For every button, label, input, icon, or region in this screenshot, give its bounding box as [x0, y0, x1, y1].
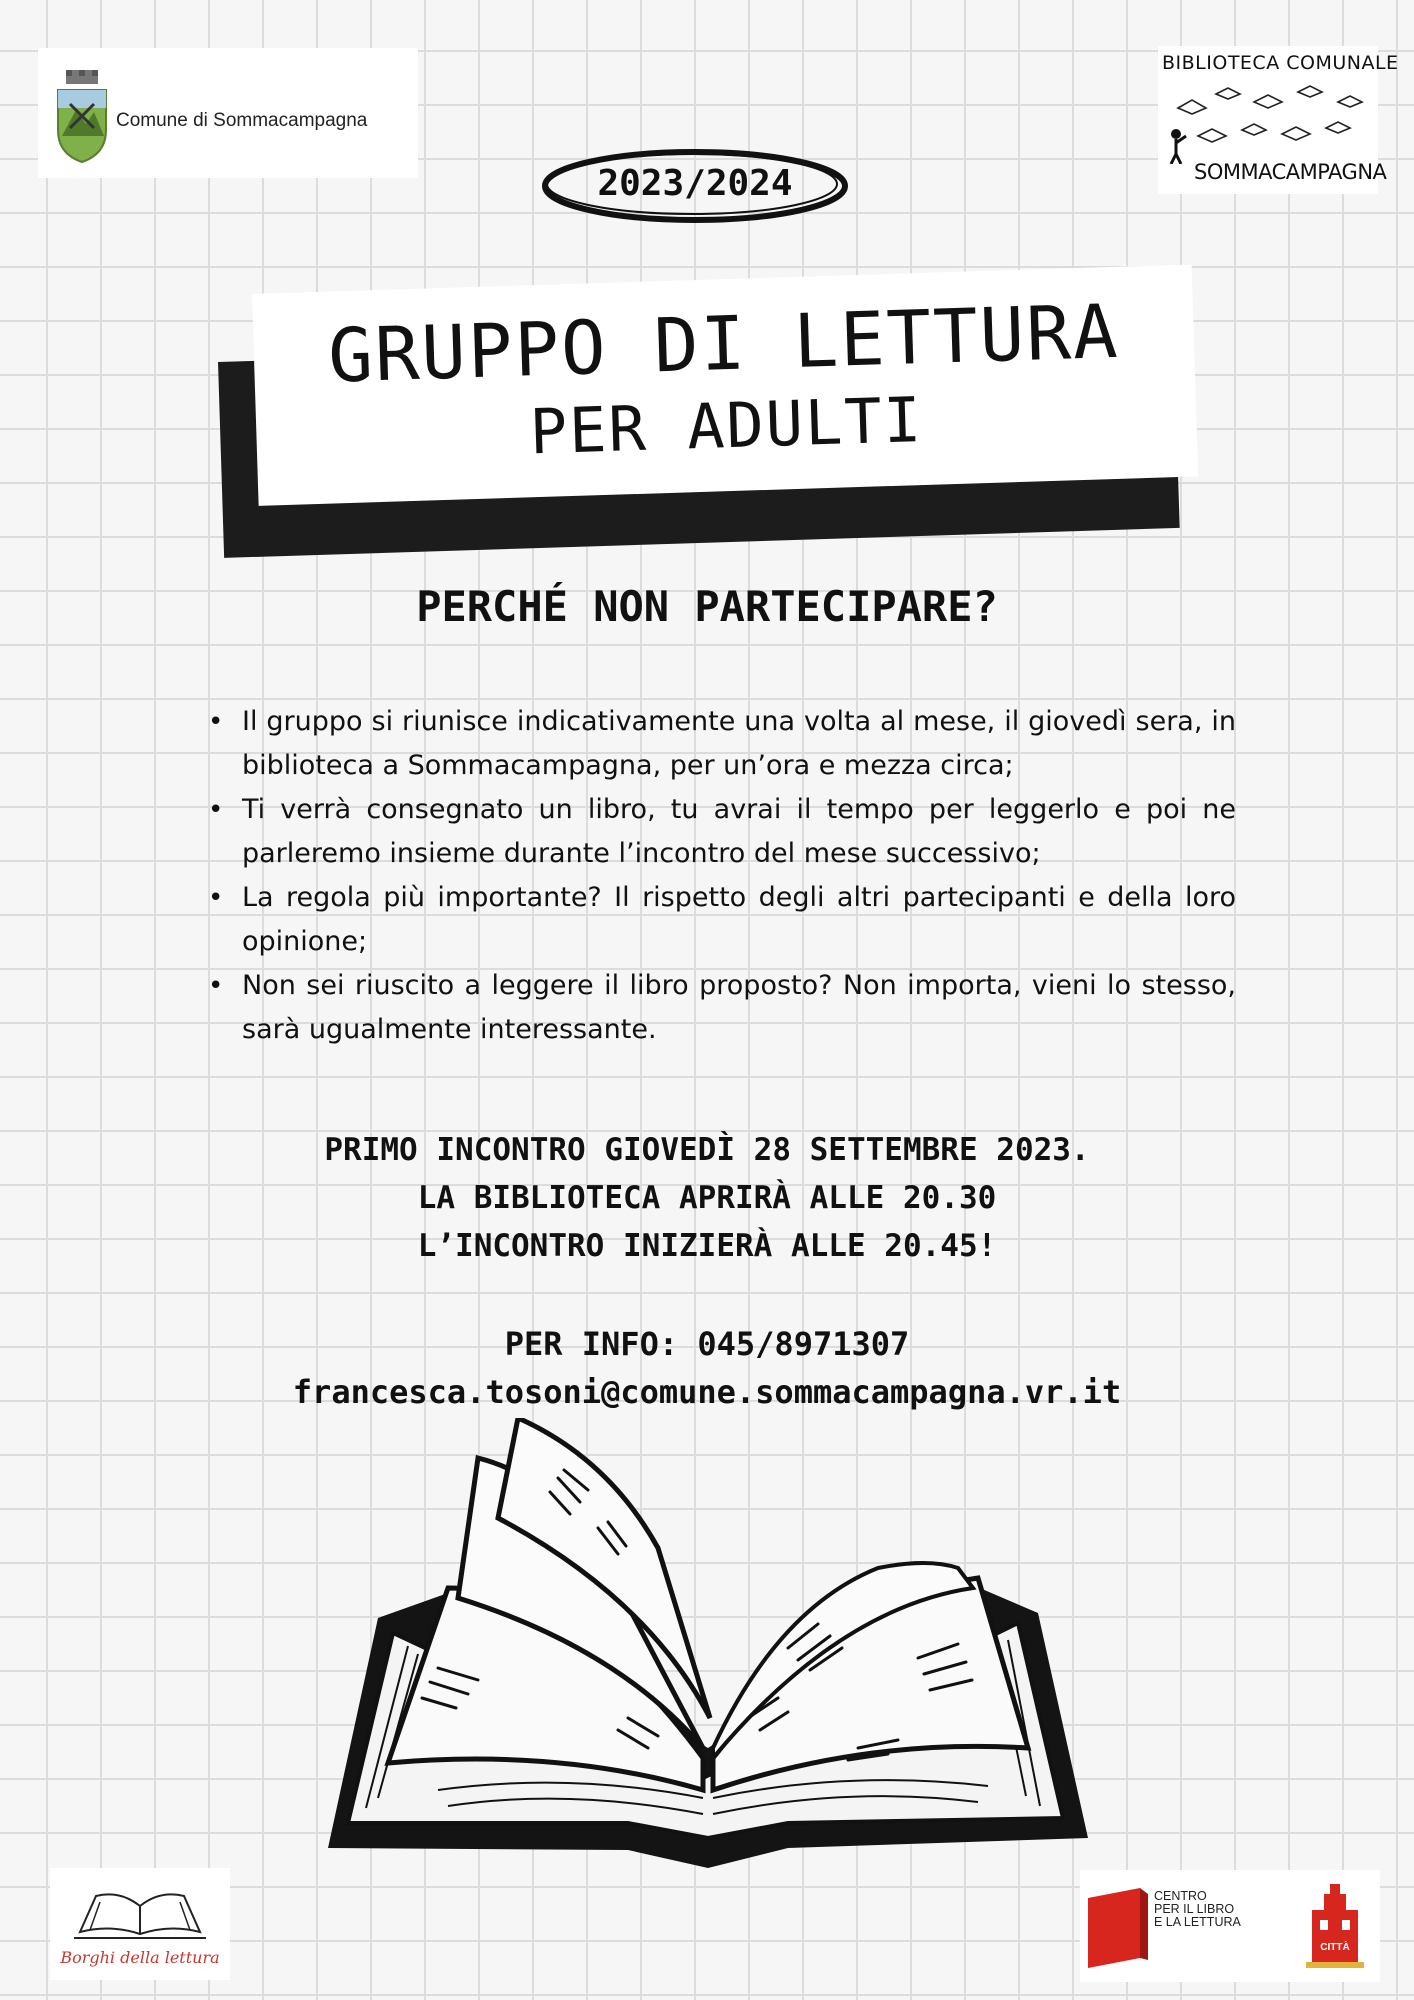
borghi-label: Borghi della lettura	[60, 1948, 220, 1967]
cepell-line-2: PER IL LIBRO	[1154, 1902, 1235, 1916]
biblioteca-title: BIBLIOTECA COMUNALE	[1162, 52, 1399, 74]
event-details	[0, 1126, 1414, 1270]
comune-name: Comune di Sommacampagna	[116, 110, 368, 131]
section-question: PERCHÉ NON PARTECIPARE?	[416, 582, 998, 631]
title-line-1: GRUPPO DI LETTURA	[326, 288, 1121, 400]
event-line-3: L’INCONTRO INIZIERÀ ALLE 20.45!	[417, 1228, 997, 1264]
contact-info	[0, 1320, 1414, 1416]
cepell-logo-icon	[1082, 1882, 1152, 1972]
list-item: • Non sei riuscito a leggere il libro proposto? Non importa, vieni lo stesso, sarà ugualmente interessante.	[204, 964, 1236, 1052]
borghi-logo	[50, 1868, 230, 1980]
list-item: • Ti verrà consegnato un libro, tu avrai il tempo per leggerlo e poi ne parleremo insieme durante l’incontro del mese successivo;	[204, 788, 1236, 876]
list-item: • Il gruppo si riunisce indicativamente una volta al mese, il giovedì sera, in biblioteca a Sommacampagna, per un’ora e mezza circa;	[204, 700, 1236, 788]
citta-che-legge-icon	[1300, 1880, 1370, 1970]
email-link[interactable]: francesca.tosoni@comune.sommacampagna.vr.it	[292, 1373, 1122, 1411]
event-line-1: PRIMO INCONTRO GIOVEDÌ 28 SETTEMBRE 2023.	[324, 1132, 1090, 1168]
comune-crest-icon	[52, 66, 112, 166]
phone-line: PER INFO: 045/8971307	[504, 1325, 910, 1363]
citta-label: CITTÀ	[1320, 1942, 1350, 1953]
year-badge	[530, 138, 860, 234]
cepell-line-3: E LA LETTURA	[1154, 1915, 1241, 1929]
flying-books-icon	[1158, 72, 1378, 164]
cepell-text	[1154, 1890, 1241, 1929]
sponsor-logos	[1080, 1870, 1380, 1982]
open-book-illustration	[318, 1418, 1098, 1868]
borghi-book-icon	[50, 1868, 230, 1948]
cepell-line-1: CENTRO	[1154, 1889, 1207, 1903]
title-line-2: PER ADULTI	[528, 383, 925, 469]
bullet-list	[204, 700, 1236, 1052]
event-line-2: LA BIBLIOTECA APRIRÀ ALLE 20.30	[417, 1180, 997, 1216]
list-item: • La regola più importante? Il rispetto degli altri partecipanti e della loro opinione;	[204, 876, 1236, 964]
year-label: 2023/2024	[597, 163, 793, 204]
comune-logo	[38, 48, 418, 178]
title-card	[252, 264, 1198, 505]
biblioteca-logo	[1158, 46, 1399, 194]
biblioteca-name: SOMMACAMPAGNA	[1194, 160, 1387, 184]
